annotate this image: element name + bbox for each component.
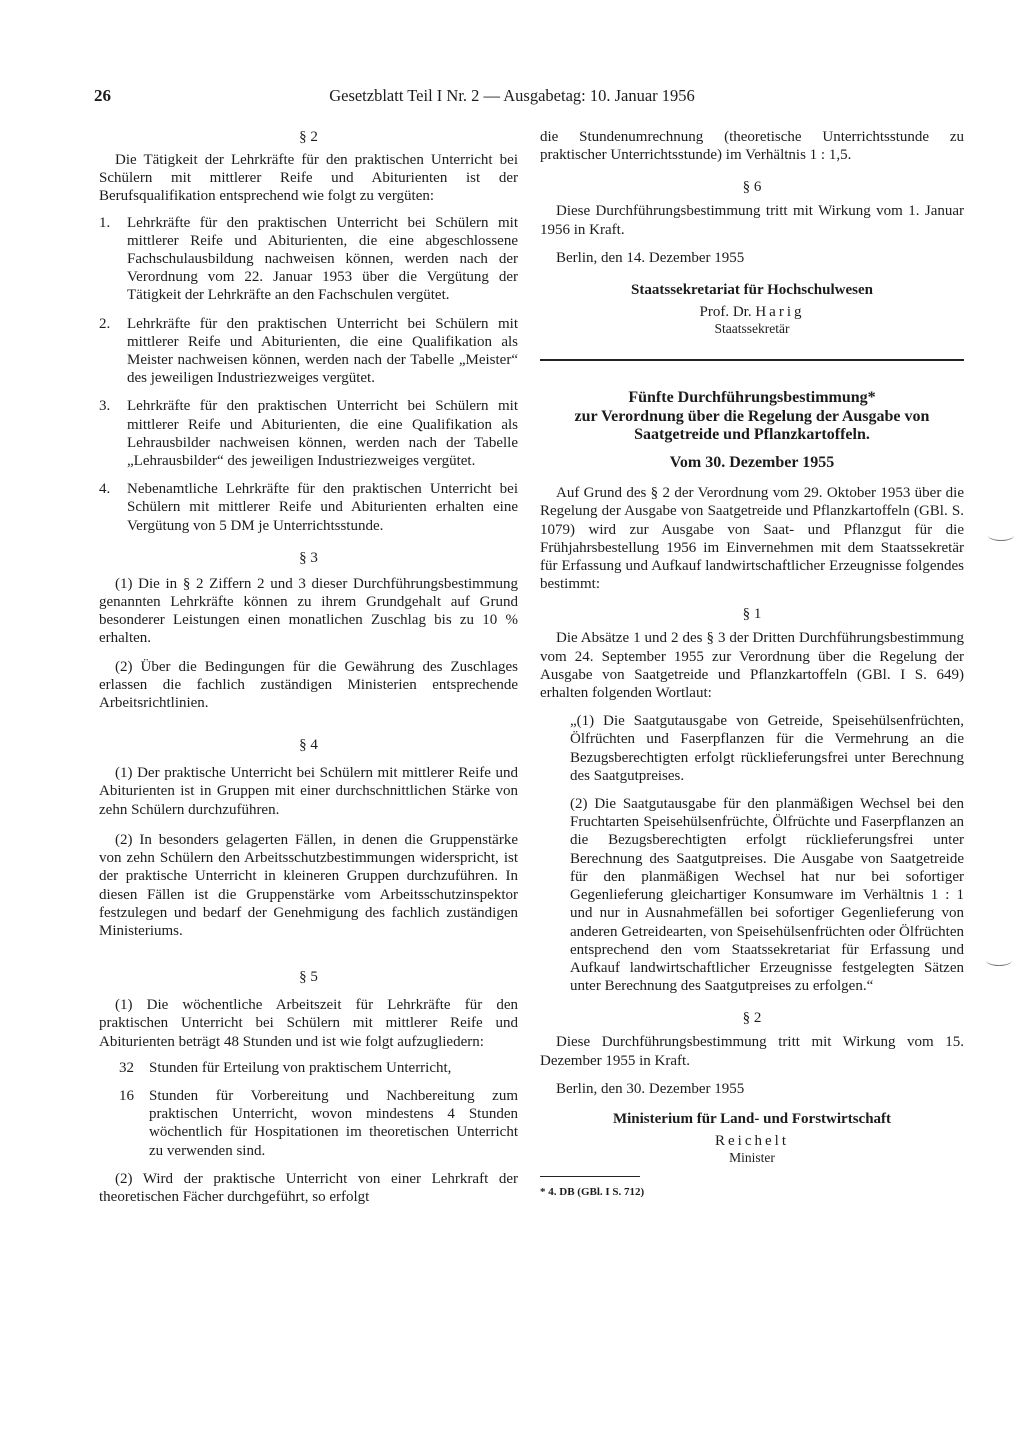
paragraph: (2) Wird der praktische Unterricht von einer Lehrkraft der theoretischen Fächer durchgeführt, so erfolgt bbox=[99, 1170, 518, 1205]
hours-list bbox=[99, 1059, 518, 1160]
list-text: Lehrkräfte für den praktischen Unterricht bei Schülern mit mittlerer Reife und Abiturienten, die eine Qualifikation als Meister nachweisen können, werden nach der Tabelle „Meister“ des jeweiligen Industriezweiges vergütet. bbox=[127, 315, 518, 387]
place-date: Berlin, den 14. Dezember 1955 bbox=[556, 249, 745, 266]
section-heading: § 4 bbox=[299, 737, 318, 754]
margin-mark bbox=[986, 955, 1012, 966]
quoted-paragraph: „(1) Die Saatgutausgabe von Getreide, Speisehülsenfrüchten, Ölfrüchten und Faserpflanzen für die Vermehrung an die Bezugsberechtigten erfolgt rücklieferungsfrei unter Berechnung des Saatgutpreises. bbox=[570, 713, 964, 784]
section-heading: § 2 bbox=[742, 1010, 762, 1027]
paragraph: Die Absätze 1 und 2 des § 3 der Dritten Durchführungsbestimmung vom 24. September 1955 zur Verordnung über die Regelung der Ausgabe von Saatgetreide und Pflanzkartoffeln (GBl. I S. 649) erhalten folgenden Wortlaut: bbox=[540, 630, 964, 702]
signature-line bbox=[540, 303, 964, 321]
list-text: Nebenamtliche Lehrkräfte für den praktischen Unterricht bei Schülern mit mittlerer Reife und Abiturienten erhalten eine Vergütung von 5 DM je Unterrichtsstunde. bbox=[127, 481, 518, 534]
signer-name: Reichelt bbox=[715, 1133, 789, 1150]
issuing-authority: Staatssekretariat für Hochschulwesen bbox=[631, 282, 873, 299]
hours-text: Stunden für Vorbereitung und Nachbereitung zum praktischen Unterricht, wovon mindestens 4 Stunden wöchentlich für Hospitationen im theoretischen Unterricht zu verwenden sind. bbox=[149, 1087, 518, 1159]
signer-prefix: Prof. Dr. bbox=[699, 304, 752, 321]
signer-name: Harig bbox=[755, 304, 805, 321]
decree-date: Vom 30. Dezember 1955 bbox=[669, 454, 835, 472]
list-item bbox=[99, 397, 518, 470]
paragraph: die Stundenumrechnung (theoretische Unterrichtsstunde zu praktischer Unterrichtsstunde) im Verhältnis 1 : 1,5. bbox=[540, 129, 964, 164]
quoted-paragraph: (2) Die Saatgutausgabe für den planmäßigen Wechsel bei den Fruchtarten Speisehülsenfrüchte, Ölfrüchte und Faserpflanzen an die Bezugsberechtigten erfolgt rücklieferungsfrei unter Berechnung des Saatgutpreises. Die Ausgabe von Saatgetreide für den planmäßigen Wechsel hat nur bei sofortiger Gegenlieferung gleichartiger Konsumware im Verhältnis 1 : 1 und nur in Ausnahmefällen bei sofortiger Gegenlieferung von anderen Getreidearten, von Speisehülsenfrüchten oder Ölfrüchten entsprechend den vom Staatssekretariat für Erfassung und Aufkauf landwirtschaftlicher Erzeugnisse festgelegten Sätzen unter Berechnung des Saatgutpreises zu erfolgen.“ bbox=[570, 796, 965, 995]
paragraph: Diese Durchführungsbestimmung tritt mit Wirkung vom 15. Dezember 1955 in Kraft. bbox=[540, 1034, 964, 1069]
signer-title: Minister bbox=[729, 1150, 775, 1166]
numbered-list bbox=[99, 214, 518, 535]
section-heading: § 5 bbox=[299, 969, 318, 986]
footnote-rule bbox=[540, 1176, 640, 1177]
hours-text: Stunden für Erteilung von praktischem Unterricht, bbox=[149, 1059, 452, 1076]
paragraph: (1) Die in § 2 Ziffern 2 und 3 dieser Durchführungsbestimmung genannten Lehrkräfte können zu ihrem Grundgehalt auf Grund besonderer Leistungen einen monatlichen Zuschlag bis zu 10 % erhalten. bbox=[99, 575, 518, 647]
right-column bbox=[540, 128, 964, 1199]
paragraph: (1) Der praktische Unterricht bei Schülern mit mittlerer Reife und Abiturienten ist in Gruppen mit einer durchschnittlichen Stärke von zehn Schülern durchzuführen. bbox=[99, 765, 518, 818]
hours-number: 32 bbox=[119, 1059, 134, 1076]
paragraph: (2) Über die Bedingungen für die Gewährung des Zuschlages erlassen die fachlich zuständigen Ministerien entsprechende Arbeitsrichtlinien. bbox=[99, 658, 518, 712]
list-item bbox=[99, 214, 518, 305]
section-heading: § 6 bbox=[742, 179, 762, 196]
paragraph: (1) Die wöchentliche Arbeitszeit für Lehrkräfte für den praktischen Unterricht bei Schülern mit mittlerer Reife und Abiturienten beträgt 48 Stunden und ist wie folgt aufzugliedern: bbox=[99, 997, 518, 1050]
section-divider bbox=[540, 359, 964, 361]
left-column bbox=[99, 128, 518, 1206]
hours-item bbox=[119, 1087, 518, 1160]
list-item bbox=[99, 480, 518, 535]
list-text: Lehrkräfte für den praktischen Unterricht bei Schülern mit mittlerer Reife und Abiturienten, die eine abgeschlossene Fachschulausbildung nachweisen können, werden nach der Verordnung vom 22. Januar 1953 über die Vergütung der Tätigkeit der Lehrkräfte an den Fachschulen vergütet. bbox=[127, 214, 518, 304]
paragraph: Diese Durchführungsbestimmung tritt mit Wirkung vom 1. Januar 1956 in Kraft. bbox=[540, 203, 964, 238]
preamble: Auf Grund des § 2 der Verordnung vom 29. Oktober 1953 über die Regelung der Ausgabe von Saatgetreide und Pflanzkartoffeln (GBl. S. 1079) wird zur Ausgabe von Saat- und Pflanzgut für die Frühjahrsbestellung 1956 im Einvernehmen mit dem Staatssekretär für Erfassung und Aufkauf landwirtschaftlicher Erzeugnisse folgendes bestimmt: bbox=[540, 485, 964, 593]
running-head: Gesetzblatt Teil I Nr. 2 — Ausgabetag: 10. Januar 1956 bbox=[329, 86, 695, 105]
margin-mark bbox=[988, 530, 1014, 541]
decree-title-line: zur Verordnung über die Regelung der Ausgabe von bbox=[574, 407, 930, 425]
section-heading: § 3 bbox=[299, 549, 318, 566]
place-date: Berlin, den 30. Dezember 1955 bbox=[556, 1080, 745, 1097]
list-number: 1. bbox=[99, 214, 111, 231]
section-heading: § 1 bbox=[742, 606, 762, 623]
paragraph: Die Tätigkeit der Lehrkräfte für den praktischen Unterricht bei Schülern mit mittlerer Reife und Abiturienten ist der Berufsqualifikation entsprechend wie folgt zu vergüten: bbox=[99, 152, 518, 205]
page-number: 26 bbox=[94, 86, 111, 105]
section-heading: § 2 bbox=[299, 129, 318, 145]
paragraph: (2) In besonders gelagerten Fällen, in denen die Gruppenstärke von zehn Schülern den Arbeitsschutzbestimmungen widerspricht, ist der praktische Unterricht in kleineren Gruppen durchzuführen. In diesen Fällen ist die Gruppenstärke vom Arbeitsschutzinspektor festzulegen und bedarf der Genehmigung des fachlich zuständigen Ministeriums. bbox=[99, 831, 518, 939]
list-number: 2. bbox=[99, 315, 111, 332]
footnote: * 4. DB (GBl. I S. 712) bbox=[540, 1186, 645, 1199]
issuing-authority: Ministerium für Land- und Forstwirtschaft bbox=[612, 1110, 892, 1127]
list-item bbox=[99, 315, 518, 388]
list-number: 4. bbox=[99, 481, 111, 498]
hours-number: 16 bbox=[119, 1087, 134, 1104]
list-text: Lehrkräfte für den praktischen Unterricht bei Schülern mit mittlerer Reife und Abiturienten, die eine Qualifikation als Lehrausbilder nachweisen können, werden nach der Tabelle „Lehrausbilder“ des jeweiligen Industriezweiges vergütet. bbox=[127, 398, 518, 470]
hours-item bbox=[119, 1059, 518, 1077]
signer-title: Staatssekretär bbox=[714, 321, 790, 337]
decree-title-line: Fünfte Durchführungsbestimmung* bbox=[628, 389, 876, 407]
decree-title-line: Saatgetreide und Pflanzkartoffeln. bbox=[634, 425, 870, 443]
list-number: 3. bbox=[99, 398, 111, 415]
